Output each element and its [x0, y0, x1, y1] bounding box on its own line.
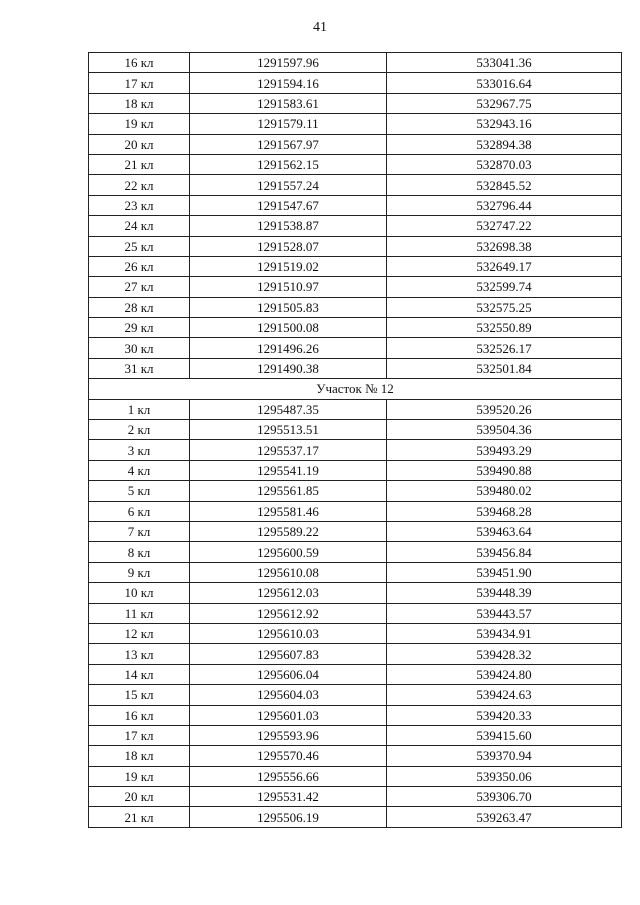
table-row: [89, 583, 622, 603]
table-row: [89, 481, 622, 501]
y-coordinate: 533041.36: [387, 53, 622, 73]
point-label: 17 кл: [89, 725, 190, 745]
y-coordinate: 539424.63: [387, 685, 622, 705]
point-label: 21 кл: [89, 154, 190, 174]
x-coordinate: 1295570.46: [190, 746, 387, 766]
point-label: 9 кл: [89, 562, 190, 582]
point-label: 27 кл: [89, 277, 190, 297]
y-coordinate: 539350.06: [387, 766, 622, 786]
x-coordinate: 1291490.38: [190, 358, 387, 378]
x-coordinate: 1295612.92: [190, 603, 387, 623]
table-row: [89, 440, 622, 460]
x-coordinate: 1295513.51: [190, 420, 387, 440]
y-coordinate: 539370.94: [387, 746, 622, 766]
y-coordinate: 539443.57: [387, 603, 622, 623]
x-coordinate: 1291579.11: [190, 114, 387, 134]
point-label: 30 кл: [89, 338, 190, 358]
x-coordinate: 1295581.46: [190, 501, 387, 521]
table-row: [89, 521, 622, 541]
page-number: 41: [313, 20, 327, 35]
point-label: 5 кл: [89, 481, 190, 501]
y-coordinate: 539424.80: [387, 664, 622, 684]
y-coordinate: 539428.32: [387, 644, 622, 664]
point-label: 18 кл: [89, 746, 190, 766]
x-coordinate: 1295506.19: [190, 807, 387, 827]
y-coordinate: 539490.88: [387, 460, 622, 480]
table-row: [89, 216, 622, 236]
point-label: 10 кл: [89, 583, 190, 603]
table-row: [89, 705, 622, 725]
y-coordinate: 532845.52: [387, 175, 622, 195]
table-row: [89, 420, 622, 440]
y-coordinate: 539306.70: [387, 787, 622, 807]
x-coordinate: 1291594.16: [190, 73, 387, 93]
table-row: [89, 603, 622, 623]
y-coordinate: 532870.03: [387, 154, 622, 174]
point-label: 21 кл: [89, 807, 190, 827]
point-label: 4 кл: [89, 460, 190, 480]
x-coordinate: 1295610.08: [190, 562, 387, 582]
y-coordinate: 539493.29: [387, 440, 622, 460]
table-body-bottom: [89, 399, 622, 827]
point-label: 8 кл: [89, 542, 190, 562]
table-row: [89, 195, 622, 215]
point-label: 13 кл: [89, 644, 190, 664]
coordinates-table: [88, 52, 622, 828]
point-label: 2 кл: [89, 420, 190, 440]
x-coordinate: 1295612.03: [190, 583, 387, 603]
y-coordinate: 539480.02: [387, 481, 622, 501]
y-coordinate: 539451.90: [387, 562, 622, 582]
point-label: 3 кл: [89, 440, 190, 460]
point-label: 12 кл: [89, 623, 190, 643]
x-coordinate: 1295606.04: [190, 664, 387, 684]
point-label: 16 кл: [89, 53, 190, 73]
y-coordinate: 532575.25: [387, 297, 622, 317]
table-row: [89, 175, 622, 195]
y-coordinate: 539468.28: [387, 501, 622, 521]
table-row: [89, 542, 622, 562]
point-label: 20 кл: [89, 134, 190, 154]
point-label: 25 кл: [89, 236, 190, 256]
point-label: 28 кл: [89, 297, 190, 317]
y-coordinate: 532599.74: [387, 277, 622, 297]
y-coordinate: 532943.16: [387, 114, 622, 134]
y-coordinate: 539520.26: [387, 399, 622, 419]
table-row: [89, 93, 622, 113]
x-coordinate: 1295487.35: [190, 399, 387, 419]
point-label: 31 кл: [89, 358, 190, 378]
x-coordinate: 1295610.03: [190, 623, 387, 643]
x-coordinate: 1291528.07: [190, 236, 387, 256]
x-coordinate: 1291562.15: [190, 154, 387, 174]
table-row: [89, 460, 622, 480]
x-coordinate: 1295541.19: [190, 460, 387, 480]
y-coordinate: 539448.39: [387, 583, 622, 603]
point-label: 24 кл: [89, 216, 190, 236]
y-coordinate: 532894.38: [387, 134, 622, 154]
point-label: 16 кл: [89, 705, 190, 725]
x-coordinate: 1295601.03: [190, 705, 387, 725]
point-label: 15 кл: [89, 685, 190, 705]
x-coordinate: 1295600.59: [190, 542, 387, 562]
table-row: [89, 114, 622, 134]
table-row: [89, 256, 622, 276]
x-coordinate: 1291583.61: [190, 93, 387, 113]
x-coordinate: 1295589.22: [190, 521, 387, 541]
y-coordinate: 539504.36: [387, 420, 622, 440]
table-row: [89, 685, 622, 705]
section-header-row: [89, 379, 622, 399]
x-coordinate: 1291597.96: [190, 53, 387, 73]
point-label: 7 кл: [89, 521, 190, 541]
x-coordinate: 1291500.08: [190, 318, 387, 338]
x-coordinate: 1291557.24: [190, 175, 387, 195]
table-row: [89, 501, 622, 521]
table-row: [89, 725, 622, 745]
point-label: 17 кл: [89, 73, 190, 93]
table-row: [89, 399, 622, 419]
table-row: [89, 787, 622, 807]
y-coordinate: 539456.84: [387, 542, 622, 562]
y-coordinate: 539463.64: [387, 521, 622, 541]
table-row: [89, 338, 622, 358]
point-label: 26 кл: [89, 256, 190, 276]
table-row: [89, 623, 622, 643]
x-coordinate: 1295604.03: [190, 685, 387, 705]
x-coordinate: 1291538.87: [190, 216, 387, 236]
y-coordinate: 532526.17: [387, 338, 622, 358]
x-coordinate: 1291567.97: [190, 134, 387, 154]
point-label: 6 кл: [89, 501, 190, 521]
x-coordinate: 1295607.83: [190, 644, 387, 664]
x-coordinate: 1295531.42: [190, 787, 387, 807]
table-body-top: [89, 53, 622, 379]
table-row: [89, 297, 622, 317]
table-row: [89, 236, 622, 256]
point-label: 19 кл: [89, 114, 190, 134]
x-coordinate: 1291510.97: [190, 277, 387, 297]
table-row: [89, 277, 622, 297]
point-label: 14 кл: [89, 664, 190, 684]
y-coordinate: 532501.84: [387, 358, 622, 378]
point-label: 22 кл: [89, 175, 190, 195]
y-coordinate: 533016.64: [387, 73, 622, 93]
table-row: [89, 746, 622, 766]
y-coordinate: 539420.33: [387, 705, 622, 725]
table-row: [89, 807, 622, 827]
y-coordinate: 532747.22: [387, 216, 622, 236]
table-row: [89, 73, 622, 93]
y-coordinate: 532796.44: [387, 195, 622, 215]
table-row: [89, 154, 622, 174]
x-coordinate: 1291519.02: [190, 256, 387, 276]
point-label: 18 кл: [89, 93, 190, 113]
table-row: [89, 134, 622, 154]
section-header-row-group: [89, 379, 622, 399]
point-label: 11 кл: [89, 603, 190, 623]
x-coordinate: 1291496.26: [190, 338, 387, 358]
x-coordinate: 1295561.85: [190, 481, 387, 501]
x-coordinate: 1295593.96: [190, 725, 387, 745]
table-row: [89, 562, 622, 582]
point-label: 29 кл: [89, 318, 190, 338]
y-coordinate: 539434.91: [387, 623, 622, 643]
y-coordinate: 532698.38: [387, 236, 622, 256]
point-label: 1 кл: [89, 399, 190, 419]
table-row: [89, 664, 622, 684]
x-coordinate: 1291547.67: [190, 195, 387, 215]
table-row: [89, 318, 622, 338]
y-coordinate: 532649.17: [387, 256, 622, 276]
section-title: Участок № 12: [89, 379, 622, 399]
y-coordinate: 532550.89: [387, 318, 622, 338]
table-row: [89, 766, 622, 786]
point-label: 19 кл: [89, 766, 190, 786]
table-row: [89, 644, 622, 664]
y-coordinate: 539415.60: [387, 725, 622, 745]
x-coordinate: 1291505.83: [190, 297, 387, 317]
x-coordinate: 1295556.66: [190, 766, 387, 786]
point-label: 23 кл: [89, 195, 190, 215]
y-coordinate: 539263.47: [387, 807, 622, 827]
point-label: 20 кл: [89, 787, 190, 807]
table-row: [89, 358, 622, 378]
y-coordinate: 532967.75: [387, 93, 622, 113]
table-row: [89, 53, 622, 73]
x-coordinate: 1295537.17: [190, 440, 387, 460]
